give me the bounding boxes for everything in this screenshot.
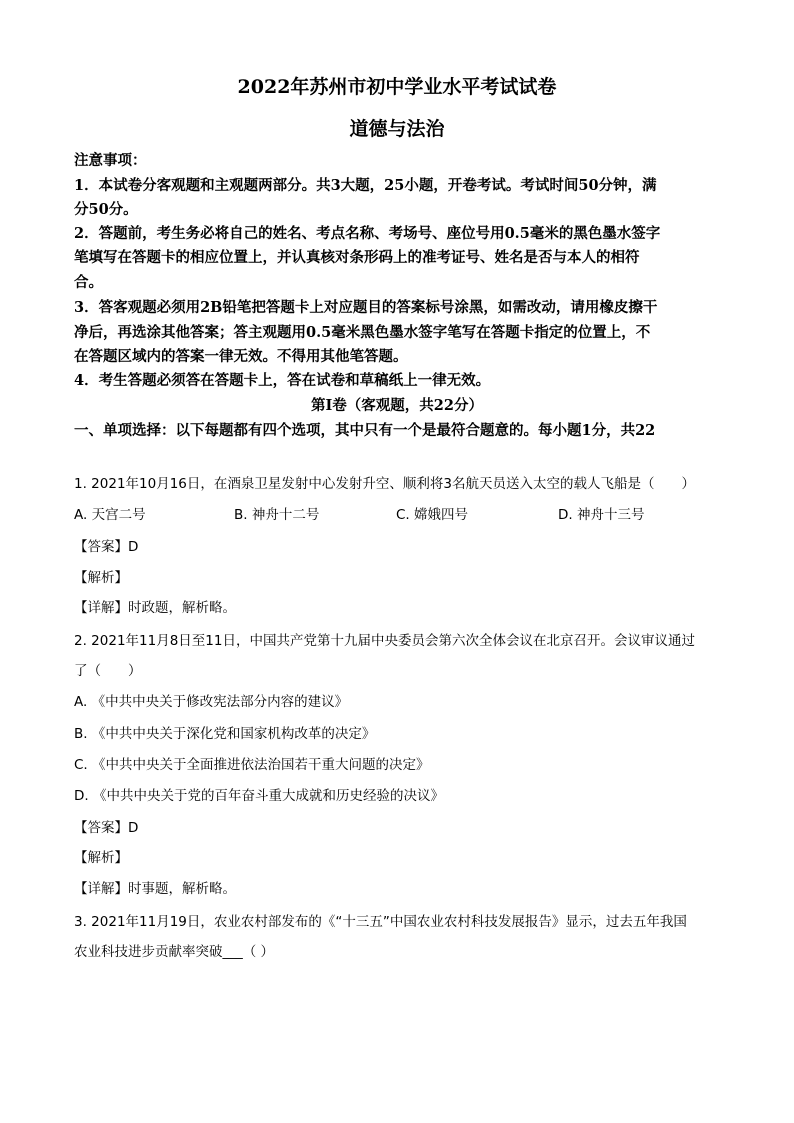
question-1-option-d: D. 神舟十三号 — [558, 507, 645, 523]
question-1-option-c: C. 嫦娥四号 — [396, 507, 469, 523]
question-1-answer: 【答案】D — [74, 539, 139, 555]
question-2-option-c: C. 《中共中央关于全面推进依法治国若干重大问题的决定》 — [74, 757, 430, 773]
exam-title: 2022年苏州市初中学业水平考试试卷 — [237, 76, 557, 98]
question-2-stem: 了（ ） — [74, 663, 142, 679]
question-2-answer: 【答案】D — [74, 820, 139, 836]
question-1-stem: 1. 2021年10月16日，在酒泉卫星发射中心发射升空、顺利将3名航天员送入太空的载人飞船是（ ） — [74, 476, 695, 492]
notes-line: 在答题区域内的答案一律无效。不得用其他笔答题。 — [74, 348, 408, 365]
notes-line: 2．答题前，考生务必将自己的姓名、考点名称、考场号、座位号用0.5毫米的黑色墨水签字 — [74, 225, 661, 242]
question-2-option-b: B. 《中共中央关于深化党和国家机构改革的决定》 — [74, 726, 376, 742]
question-2-option-d: D. 《中共中央关于党的百年奋斗重大成就和历史经验的决议》 — [74, 788, 444, 804]
question-3-stem: 农业科技进步贡献率突破___（ ） — [74, 944, 275, 960]
notes-line: 3．答客观题必须用2B铅笔把答题卡上对应题目的答案标号涂黑，如需改动，请用橡皮擦干 — [74, 299, 658, 316]
section-instruction: 一、单项选择：以下每题都有四个选项，其中只有一个是最符合题意的。每小题1分，共22 — [74, 422, 656, 439]
question-1-detail: 【详解】时政题，解析略。 — [74, 600, 236, 616]
question-1-option-a: A. 天宫二号 — [74, 507, 146, 523]
section-title: 第Ⅰ卷（客观题，共22分） — [311, 397, 483, 414]
notes-line: 1．本试卷分客观题和主观题两部分。共3大题，25小题，开卷考试。考试时间50分钟，满 — [74, 177, 657, 194]
question-1-analysis: 【解析】 — [74, 570, 128, 586]
question-1-option-b: B. 神舟十二号 — [234, 507, 320, 523]
subject-title: 道德与法治 — [349, 118, 445, 140]
notes-line: 笔填写在答题卡的相应位置上，并认真核对条形码上的准考证号、姓名是否与本人的相符 — [74, 249, 640, 266]
notes-line: 净后，再选涂其他答案；答主观题用0.5毫米黑色墨水签字笔写在答题卡指定的位置上，不 — [74, 324, 651, 341]
question-2-stem: 2. 2021年11月8日至11日，中国共产党第十九届中央委员会第六次全体会议在北京召开。会议审议通过 — [74, 633, 695, 649]
question-3-stem: 3. 2021年11月19日，农业农村部发布的《“十三五”中国农业农村科技发展报告》显示，过去五年我国 — [74, 914, 687, 930]
notes-heading: 注意事项： — [74, 152, 147, 169]
question-2-analysis: 【解析】 — [74, 850, 128, 866]
question-2-option-a: A. 《中共中央关于修改宪法部分内容的建议》 — [74, 694, 349, 710]
question-2-detail: 【详解】时事题，解析略。 — [74, 881, 236, 897]
notes-line: 4．考生答题必须答在答题卡上，答在试卷和草稿纸上一律无效。 — [74, 372, 491, 389]
notes-line: 合。 — [74, 274, 103, 291]
notes-line: 分50分。 — [74, 201, 138, 218]
